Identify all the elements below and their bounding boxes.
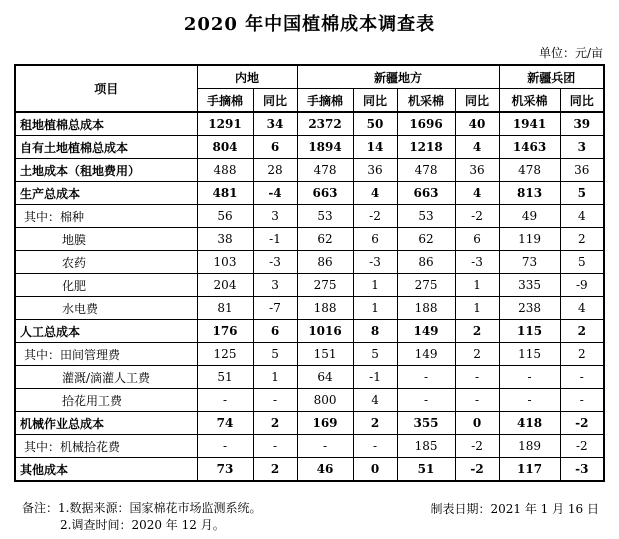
page-title: 2020 年中国植棉成本调查表 <box>183 14 436 35</box>
table-cell: 0 <box>455 412 499 435</box>
table-cell: -7 <box>253 297 297 320</box>
header-col: 同比 <box>455 89 499 113</box>
table-cell: 2 <box>353 412 397 435</box>
table-row <box>15 458 604 482</box>
table-row <box>15 112 604 136</box>
table-cell: -3 <box>253 251 297 274</box>
cost-table <box>14 64 605 482</box>
table-cell: 125 <box>197 343 253 366</box>
table-cell: -2 <box>353 205 397 228</box>
table-cell: -3 <box>353 251 397 274</box>
table-cell: 169 <box>297 412 353 435</box>
table-cell: 481 <box>197 182 253 205</box>
table-cell: 188 <box>397 297 455 320</box>
table-cell: 2 <box>253 412 297 435</box>
table-cell: 1 <box>353 297 397 320</box>
table-cell: 800 <box>297 389 353 412</box>
table-row <box>15 274 604 297</box>
table-cell: 1 <box>455 274 499 297</box>
table-cell: - <box>499 389 560 412</box>
table-cell: 73 <box>197 458 253 482</box>
table-body <box>15 112 604 481</box>
table-cell: 1696 <box>397 112 455 136</box>
table-cell: 1 <box>353 274 397 297</box>
table-cell: 5 <box>560 182 604 205</box>
table-cell: 238 <box>499 297 560 320</box>
table-cell: 73 <box>499 251 560 274</box>
table-cell: 46 <box>297 458 353 482</box>
row-label: 其中：棉种 <box>15 205 197 228</box>
table-row <box>15 320 604 343</box>
table-cell: 28 <box>253 159 297 182</box>
table-cell: 1941 <box>499 112 560 136</box>
table-cell: 50 <box>353 112 397 136</box>
table-cell: 49 <box>499 205 560 228</box>
row-label: 水电费 <box>15 297 197 320</box>
note-line-2: 2.调查时间：2020 年 12 月。 <box>60 518 225 532</box>
table-cell: -2 <box>455 205 499 228</box>
table-cell: 1463 <box>499 136 560 159</box>
table-cell: 488 <box>197 159 253 182</box>
table-cell: 355 <box>397 412 455 435</box>
table-cell: 34 <box>253 112 297 136</box>
table-cell: - <box>455 389 499 412</box>
table-cell: 804 <box>197 136 253 159</box>
row-label: 人工总成本 <box>15 320 197 343</box>
table-cell: 6 <box>455 228 499 251</box>
table-cell: 5 <box>560 251 604 274</box>
table-cell: 663 <box>297 182 353 205</box>
table-cell: 1218 <box>397 136 455 159</box>
table-row <box>15 435 604 458</box>
row-label: 灌溉/滴灌人工费 <box>15 366 197 389</box>
table-row <box>15 251 604 274</box>
header-col: 手摘棉 <box>297 89 353 113</box>
table-cell: 53 <box>397 205 455 228</box>
table-cell: 6 <box>353 228 397 251</box>
table-cell: 4 <box>353 389 397 412</box>
table-cell: 185 <box>397 435 455 458</box>
table-cell: 204 <box>197 274 253 297</box>
table-cell: 86 <box>397 251 455 274</box>
table-row <box>15 228 604 251</box>
table-cell: 115 <box>499 320 560 343</box>
row-label: 租地植棉总成本 <box>15 112 197 136</box>
table-cell: 6 <box>253 320 297 343</box>
table-cell: 74 <box>197 412 253 435</box>
table-cell: 1291 <box>197 112 253 136</box>
table-cell: 189 <box>499 435 560 458</box>
table-cell: 478 <box>397 159 455 182</box>
table-cell: 0 <box>353 458 397 482</box>
table-cell: -3 <box>455 251 499 274</box>
table-cell: 81 <box>197 297 253 320</box>
table-cell: - <box>397 366 455 389</box>
table-cell: - <box>197 389 253 412</box>
table-cell: 2 <box>253 458 297 482</box>
table-cell: 335 <box>499 274 560 297</box>
table-row <box>15 136 604 159</box>
table-cell: -1 <box>353 366 397 389</box>
table-row <box>15 205 604 228</box>
note-line-1: 备注：1.数据来源：国家棉花市场监测系统。 <box>22 501 262 515</box>
table-cell: 2 <box>560 320 604 343</box>
row-label: 拾花用工费 <box>15 389 197 412</box>
table-cell: 5 <box>253 343 297 366</box>
table-cell: 103 <box>197 251 253 274</box>
table-row <box>15 343 604 366</box>
header-col: 同比 <box>353 89 397 113</box>
table-cell: -2 <box>560 412 604 435</box>
table-cell: 14 <box>353 136 397 159</box>
table-cell: -3 <box>560 458 604 482</box>
table-cell: -2 <box>455 458 499 482</box>
table-cell: - <box>560 389 604 412</box>
table-cell: 36 <box>560 159 604 182</box>
table-cell: - <box>353 435 397 458</box>
table-cell: 188 <box>297 297 353 320</box>
table-cell: 64 <box>297 366 353 389</box>
table-cell: 4 <box>560 205 604 228</box>
table-cell: 176 <box>197 320 253 343</box>
table-cell: 2 <box>455 343 499 366</box>
header-item: 项目 <box>15 65 197 112</box>
table-cell: 51 <box>197 366 253 389</box>
made-date: 制表日期：2021 年 1 月 16 日 <box>430 502 599 516</box>
row-label: 其中：田间管理费 <box>15 343 197 366</box>
row-label: 其他成本 <box>15 458 197 482</box>
table-cell: 86 <box>297 251 353 274</box>
table-cell: 56 <box>197 205 253 228</box>
table-row <box>15 412 604 435</box>
row-label: 化肥 <box>15 274 197 297</box>
header-col: 机采棉 <box>397 89 455 113</box>
table-cell: 663 <box>397 182 455 205</box>
unit-label: 单位：元/亩 <box>538 46 603 60</box>
table-cell: 2 <box>560 343 604 366</box>
row-label: 地膜 <box>15 228 197 251</box>
row-label: 自有土地植棉总成本 <box>15 136 197 159</box>
table-cell: - <box>455 366 499 389</box>
table-cell: 1894 <box>297 136 353 159</box>
table-cell: - <box>560 366 604 389</box>
table-cell: 3 <box>253 274 297 297</box>
header-col: 同比 <box>560 89 604 113</box>
row-label: 生产总成本 <box>15 182 197 205</box>
table-cell: 36 <box>455 159 499 182</box>
header-group-xinjiang-corps: 新疆兵团 <box>499 65 604 89</box>
table-row <box>15 182 604 205</box>
table-cell: 149 <box>397 320 455 343</box>
header-group-xinjiang-local: 新疆地方 <box>297 65 499 89</box>
table-cell: 418 <box>499 412 560 435</box>
table-cell: 8 <box>353 320 397 343</box>
table-cell: - <box>197 435 253 458</box>
table-cell: 39 <box>560 112 604 136</box>
table-row <box>15 366 604 389</box>
table-cell: 149 <box>397 343 455 366</box>
table-cell: -2 <box>455 435 499 458</box>
table-cell: 4 <box>353 182 397 205</box>
table-cell: - <box>397 389 455 412</box>
table-cell: 151 <box>297 343 353 366</box>
table-cell: 40 <box>455 112 499 136</box>
table-cell: - <box>253 435 297 458</box>
header-col: 同比 <box>253 89 297 113</box>
table-cell: 478 <box>499 159 560 182</box>
table-cell: 1 <box>455 297 499 320</box>
table-cell: 117 <box>499 458 560 482</box>
table-cell: 275 <box>297 274 353 297</box>
table-cell: 53 <box>297 205 353 228</box>
table-cell: 3 <box>560 136 604 159</box>
table-cell: 2 <box>455 320 499 343</box>
table-cell: 3 <box>253 205 297 228</box>
row-label: 农药 <box>15 251 197 274</box>
table-cell: - <box>253 389 297 412</box>
header-col: 机采棉 <box>499 89 560 113</box>
table-row <box>15 389 604 412</box>
table-cell: 2 <box>560 228 604 251</box>
table-cell: 5 <box>353 343 397 366</box>
table-cell: 36 <box>353 159 397 182</box>
table-cell: 4 <box>560 297 604 320</box>
table-cell: 1 <box>253 366 297 389</box>
table-cell: 6 <box>253 136 297 159</box>
table-cell: -2 <box>560 435 604 458</box>
table-cell: 119 <box>499 228 560 251</box>
row-label: 土地成本（租地费用） <box>15 159 197 182</box>
table-cell: 478 <box>297 159 353 182</box>
table-cell: -4 <box>253 182 297 205</box>
table-cell: 2372 <box>297 112 353 136</box>
table-cell: 115 <box>499 343 560 366</box>
table-cell: 4 <box>455 136 499 159</box>
header-group-inland: 内地 <box>197 65 297 89</box>
row-label: 其中：机械拾花费 <box>15 435 197 458</box>
table-row <box>15 159 604 182</box>
table-cell: 62 <box>297 228 353 251</box>
table-cell: - <box>499 366 560 389</box>
table-cell: 4 <box>455 182 499 205</box>
table-cell: 38 <box>197 228 253 251</box>
table-cell: 51 <box>397 458 455 482</box>
notes <box>22 500 261 534</box>
table-cell: 1016 <box>297 320 353 343</box>
table-cell: -9 <box>560 274 604 297</box>
table-cell: 62 <box>397 228 455 251</box>
row-label: 机械作业总成本 <box>15 412 197 435</box>
table-cell: - <box>297 435 353 458</box>
table-cell: 813 <box>499 182 560 205</box>
table-cell: 275 <box>397 274 455 297</box>
table-row <box>15 297 604 320</box>
table-cell: -1 <box>253 228 297 251</box>
header-col: 手摘棉 <box>197 89 253 113</box>
